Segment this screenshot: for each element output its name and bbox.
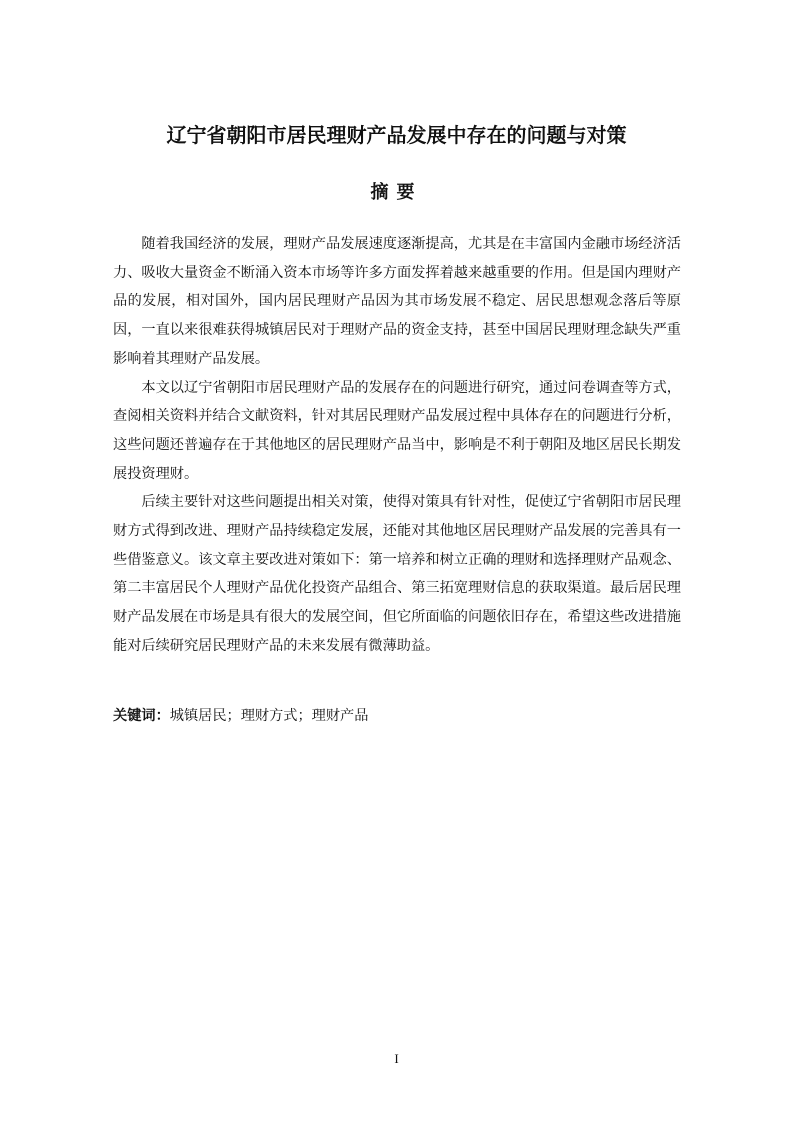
abstract-heading: 摘要 [370, 182, 423, 203]
abstract-body [113, 230, 681, 661]
document-title: 辽宁省朝阳市居民理财产品发展中存在的问题与对策 [166, 123, 627, 147]
keywords-label: 关键词： [113, 708, 170, 724]
abstract-paragraph: 随着我国经济的发展，理财产品发展速度逐渐提高，尤其是在丰富国内金融市场经济活力、吸收大量资金不断涌入资本市场等许多方面发挥着越来越重要的作用。但是国内理财产品的发展，相对国外，国内居民理财产品因为其市场发展不稳定、居民思想观念落后等原因，一直以来很难获得城镇居民对于理财产品的资金支持，甚至中国居民理财理念缺失严重影响着其理财产品发展。 [113, 236, 681, 367]
keywords-line [113, 703, 681, 729]
keywords-value: 城镇居民；理财方式；理财产品 [169, 708, 369, 724]
page-number: I [394, 1051, 399, 1066]
abstract-paragraph: 后续主要针对这些问题提出相关对策，使得对策具有针对性，促使辽宁省朝阳市居民理财方式得到改进、理财产品持续稳定发展，还能对其他地区居民理财产品发展的完善具有一些借鉴意义。该文章主要改进对策如下：第一培养和树立正确的理财和选择理财产品观念、第二丰富居民个人理财产品优化投资产品组合、第三拓宽理财信息的获取渠道。最后居民理财产品发展在市场是具有很大的发展空间，但它所面临的问题依旧存在，希望这些改进措施能对后续研究居民理财产品的未来发展有微薄助益。 [113, 494, 681, 654]
abstract-paragraph: 本文以辽宁省朝阳市居民理财产品的发展存在的问题进行研究，通过问卷调查等方式，查阅相关资料并结合文献资料，针对其居民理财产品发展过程中具体存在的问题进行分析，这些问题还普遍存在于其他地区的居民理财产品当中，影响是不利于朝阳及地区居民长期发展投资理财。 [113, 379, 681, 482]
